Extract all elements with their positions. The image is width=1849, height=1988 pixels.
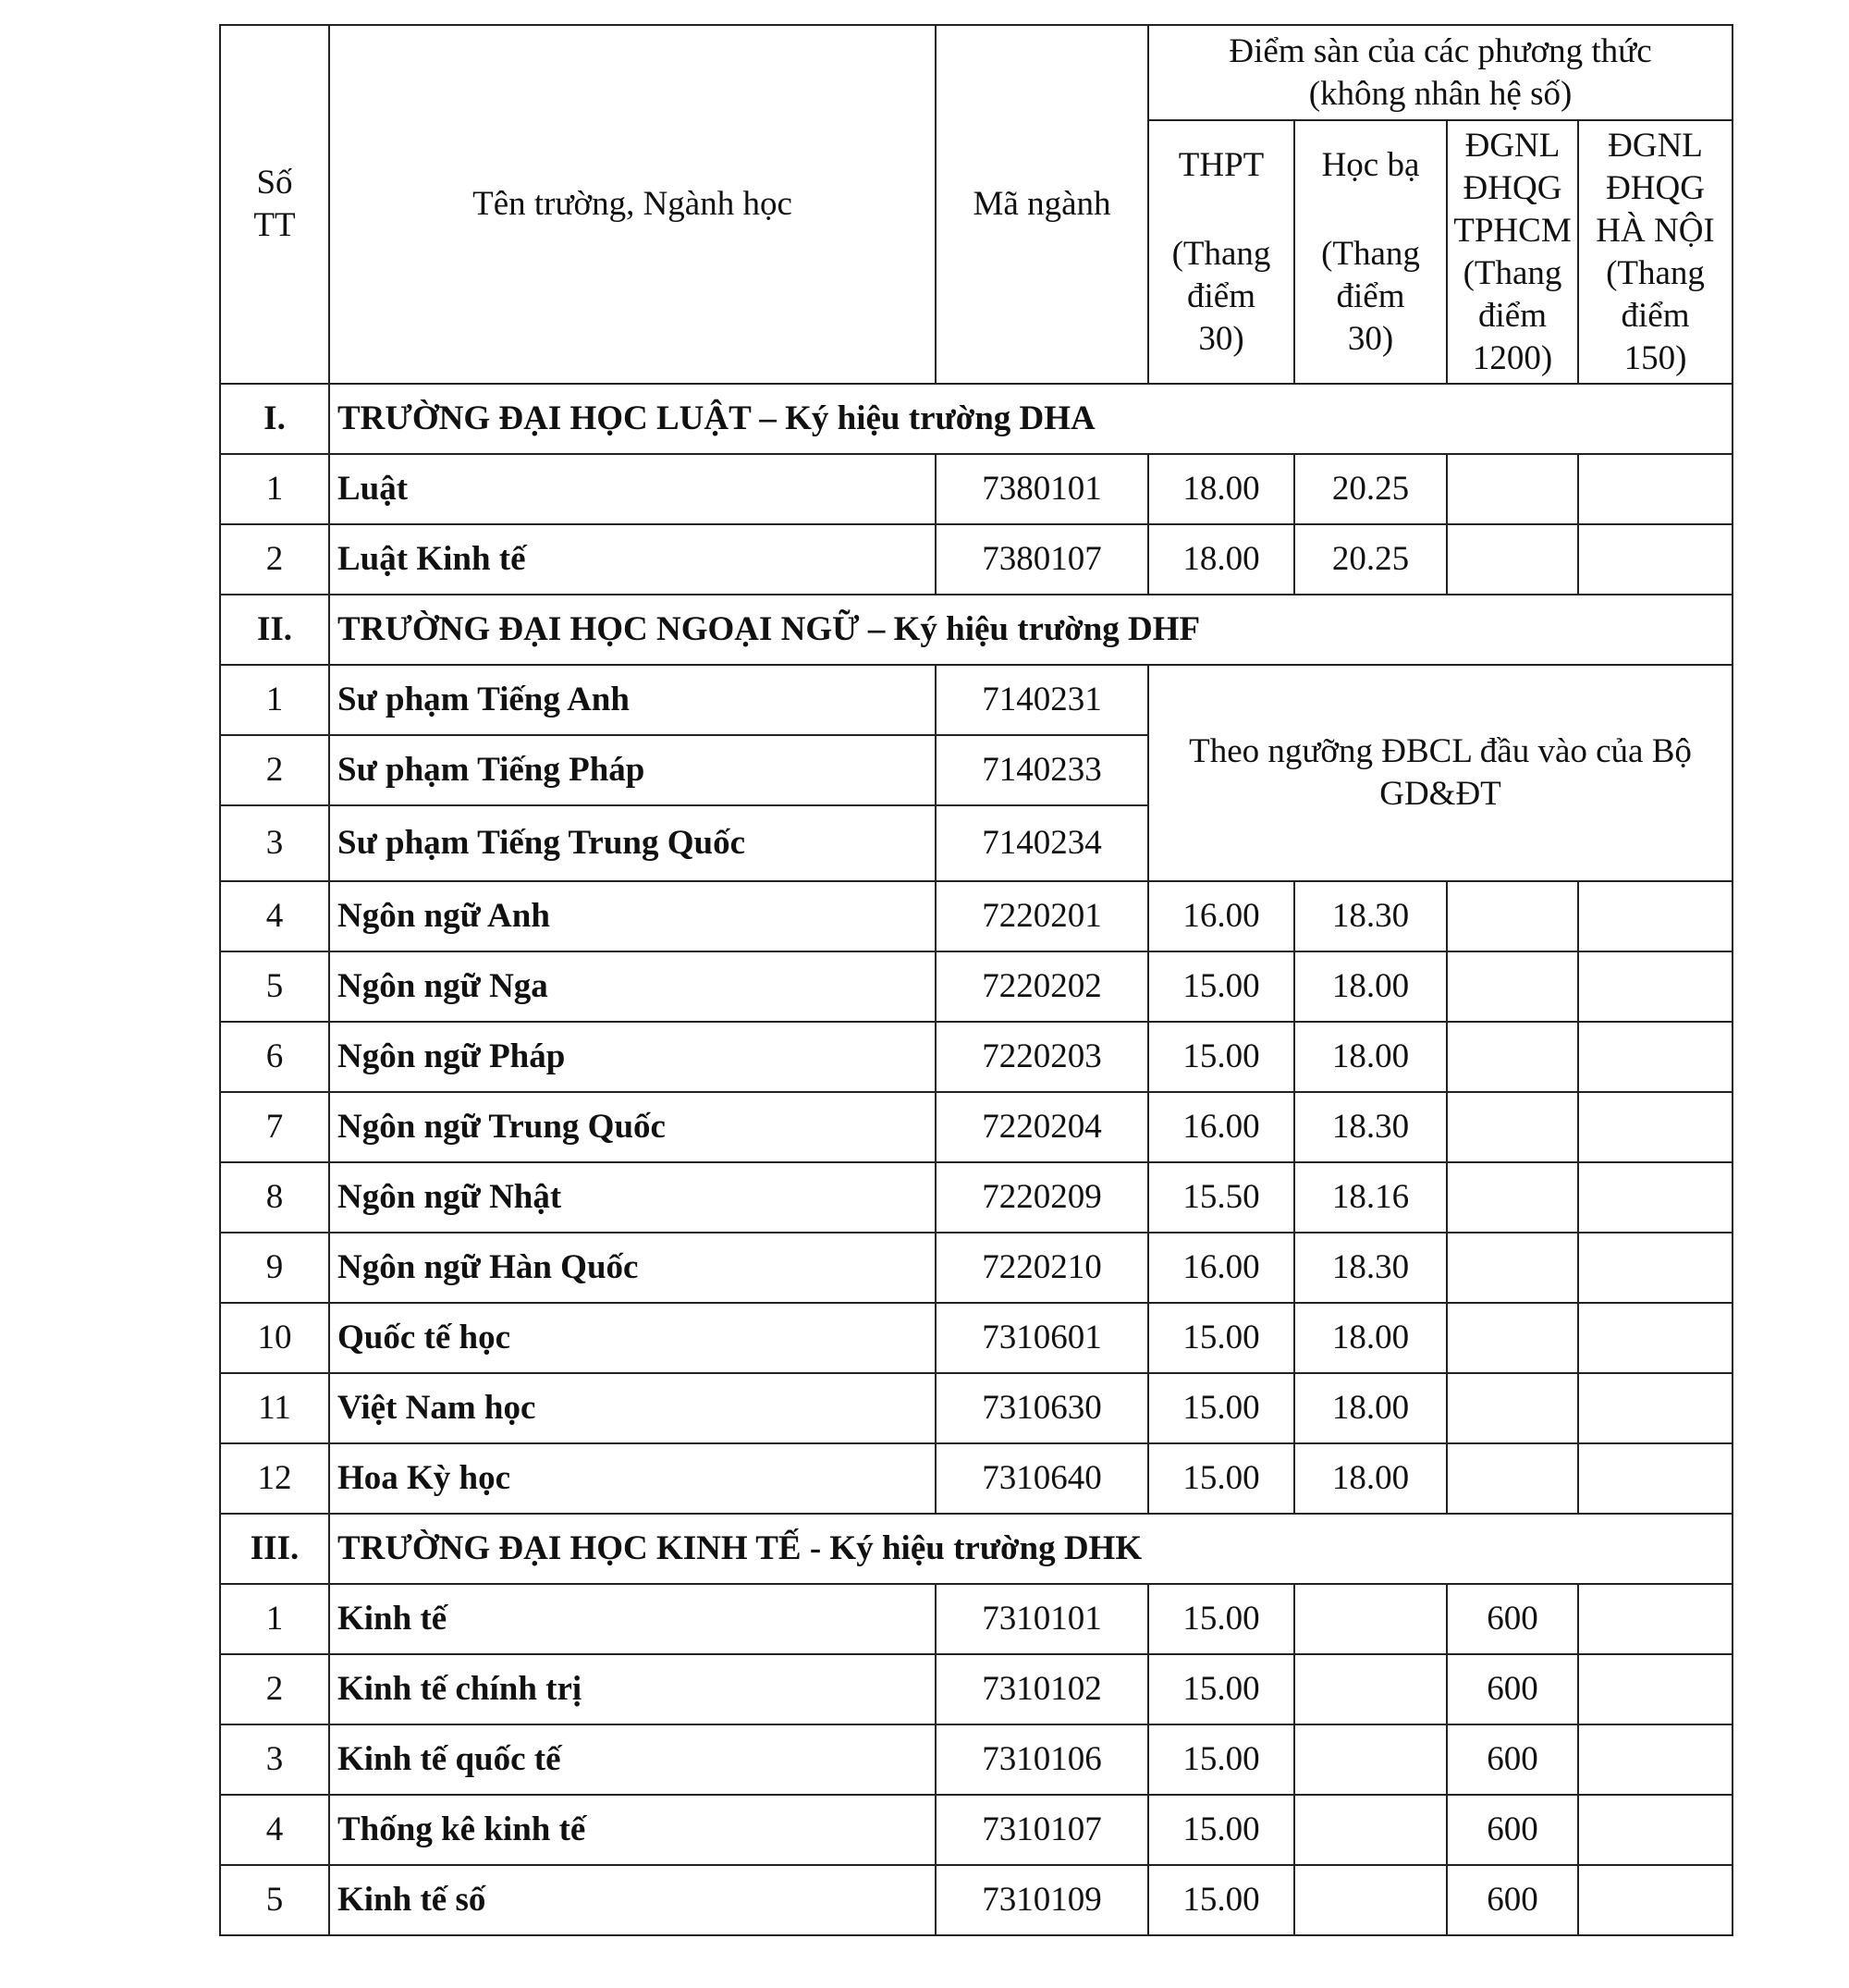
row-thpt: 15.00 <box>1148 1373 1294 1443</box>
method-title: ĐHQG <box>1463 168 1562 207</box>
section-title: TRƯỜNG ĐẠI HỌC LUẬT – Ký hiệu trường DHA <box>329 384 1733 454</box>
method-scale <box>1157 233 1286 361</box>
row-stt: 1 <box>220 454 329 524</box>
row-dgnl-hcm <box>1447 1233 1578 1303</box>
section-row <box>220 384 1733 454</box>
row-stt: 5 <box>220 1865 329 1935</box>
row-stt: 10 <box>220 1303 329 1373</box>
table-row <box>220 881 1733 951</box>
row-stt: 2 <box>220 735 329 805</box>
row-hocba <box>1294 1724 1447 1795</box>
header-stt-line-1: Số <box>256 164 293 202</box>
row-hocba: 20.25 <box>1294 524 1447 595</box>
table-row <box>220 1654 1733 1724</box>
row-thpt: 15.00 <box>1148 1724 1294 1795</box>
header-code: Mã ngành <box>936 25 1148 384</box>
row-dgnl-hn <box>1578 1654 1733 1724</box>
row-code: 7220209 <box>936 1162 1148 1233</box>
row-thpt: 15.00 <box>1148 1795 1294 1865</box>
row-stt: 4 <box>220 881 329 951</box>
row-name: Luật Kinh tế <box>329 524 936 595</box>
row-dgnl-hn <box>1578 1092 1733 1162</box>
header-method-thpt <box>1148 120 1294 384</box>
scale-line: điểm <box>1336 276 1405 315</box>
row-name: Thống kê kinh tế <box>329 1795 936 1865</box>
row-dgnl-hn <box>1578 1443 1733 1514</box>
row-stt: 7 <box>220 1092 329 1162</box>
scale-line: điểm <box>1187 276 1255 315</box>
header-name: Tên trường, Ngành học <box>329 25 936 384</box>
row-dgnl-hn <box>1578 1373 1733 1443</box>
row-thpt: 15.00 <box>1148 1303 1294 1373</box>
row-dgnl-hn <box>1578 1303 1733 1373</box>
section-number: II. <box>220 595 329 665</box>
row-dgnl-hn <box>1578 524 1733 595</box>
scale-line: (Thang <box>1171 234 1271 273</box>
row-dgnl-hn <box>1578 1584 1733 1654</box>
row-code: 7310601 <box>936 1303 1148 1373</box>
row-dgnl-hcm <box>1447 951 1578 1022</box>
scale-line: 30) <box>1347 319 1394 358</box>
row-stt: 3 <box>220 1724 329 1795</box>
row-dgnl-hcm: 600 <box>1447 1584 1578 1654</box>
scale-line: điểm <box>1621 296 1690 335</box>
scale-line: 1200) <box>1472 338 1553 377</box>
row-dgnl-hcm <box>1447 1443 1578 1514</box>
row-code: 7140231 <box>936 665 1148 735</box>
table-row <box>220 1795 1733 1865</box>
row-dgnl-hcm <box>1447 1373 1578 1443</box>
section-number: III. <box>220 1514 329 1584</box>
row-dgnl-hcm <box>1447 524 1578 595</box>
row-name: Sư phạm Tiếng Pháp <box>329 735 936 805</box>
method-title: TPHCM <box>1453 211 1572 250</box>
section-row <box>220 595 1733 665</box>
row-stt: 1 <box>220 1584 329 1654</box>
header-stt <box>220 25 329 384</box>
row-code: 7220202 <box>936 951 1148 1022</box>
header-row-top <box>220 25 1733 120</box>
table-row <box>220 665 1733 735</box>
row-dgnl-hcm: 600 <box>1447 1724 1578 1795</box>
row-dgnl-hcm <box>1447 1303 1578 1373</box>
header-method-dgnl-hcm <box>1447 120 1578 384</box>
row-name: Sư phạm Tiếng Trung Quốc <box>329 805 936 881</box>
row-stt: 5 <box>220 951 329 1022</box>
table-row <box>220 1233 1733 1303</box>
row-dgnl-hn <box>1578 1022 1733 1092</box>
scale-line: (Thang <box>1606 253 1705 292</box>
row-thpt: 16.00 <box>1148 1092 1294 1162</box>
header-stt-line-2: TT <box>253 206 296 244</box>
table-row <box>220 1865 1733 1935</box>
row-code: 7310101 <box>936 1584 1148 1654</box>
row-code: 7220204 <box>936 1092 1148 1162</box>
method-title: ĐGNL <box>1608 126 1703 165</box>
row-name: Hoa Kỳ học <box>329 1443 936 1514</box>
row-hocba: 18.30 <box>1294 1233 1447 1303</box>
row-hocba: 18.00 <box>1294 1303 1447 1373</box>
row-stt: 11 <box>220 1373 329 1443</box>
header-group-line-1: Điểm sàn của các phương thức <box>1229 31 1652 70</box>
row-code: 7140233 <box>936 735 1148 805</box>
row-dgnl-hn <box>1578 1865 1733 1935</box>
section-row <box>220 1514 1733 1584</box>
method-title: HÀ NỘI <box>1596 211 1715 250</box>
row-thpt: 18.00 <box>1148 454 1294 524</box>
section-title: TRƯỜNG ĐẠI HỌC KINH TẾ - Ký hiệu trường DHK <box>329 1514 1733 1584</box>
row-dgnl-hcm <box>1447 1162 1578 1233</box>
row-dgnl-hcm <box>1447 454 1578 524</box>
row-dgnl-hn <box>1578 1233 1733 1303</box>
row-dgnl-hn <box>1578 1795 1733 1865</box>
row-hocba: 18.00 <box>1294 951 1447 1022</box>
row-code: 7310106 <box>936 1724 1148 1795</box>
row-code: 7310109 <box>936 1865 1148 1935</box>
row-code: 7380101 <box>936 454 1148 524</box>
row-name: Ngôn ngữ Anh <box>329 881 936 951</box>
table-row <box>220 1584 1733 1654</box>
row-dgnl-hcm: 600 <box>1447 1795 1578 1865</box>
row-name: Ngôn ngữ Trung Quốc <box>329 1092 936 1162</box>
row-hocba: 18.00 <box>1294 1373 1447 1443</box>
row-thpt: 15.00 <box>1148 951 1294 1022</box>
table-body <box>220 384 1733 1935</box>
row-name: Ngôn ngữ Nhật <box>329 1162 936 1233</box>
row-code: 7220201 <box>936 881 1148 951</box>
row-hocba <box>1294 1584 1447 1654</box>
row-code: 7310102 <box>936 1654 1148 1724</box>
table-row <box>220 1373 1733 1443</box>
row-thpt: 16.00 <box>1148 881 1294 951</box>
section-title: TRƯỜNG ĐẠI HỌC NGOẠI NGỮ – Ký hiệu trường DHF <box>329 595 1733 665</box>
row-stt: 2 <box>220 524 329 595</box>
row-stt: 9 <box>220 1233 329 1303</box>
row-dgnl-hn <box>1578 1724 1733 1795</box>
row-thpt: 15.00 <box>1148 1584 1294 1654</box>
scale-line: 150) <box>1623 338 1687 377</box>
table-row <box>220 1092 1733 1162</box>
row-dgnl-hn <box>1578 454 1733 524</box>
row-name: Quốc tế học <box>329 1303 936 1373</box>
row-code: 7140234 <box>936 805 1148 881</box>
row-name: Sư phạm Tiếng Anh <box>329 665 936 735</box>
section-number: I. <box>220 384 329 454</box>
scale-line: (Thang <box>1321 234 1420 273</box>
row-dgnl-hcm <box>1447 881 1578 951</box>
row-name: Luật <box>329 454 936 524</box>
row-hocba: 18.30 <box>1294 1092 1447 1162</box>
row-thpt: 15.50 <box>1148 1162 1294 1233</box>
row-hocba: 18.16 <box>1294 1162 1447 1233</box>
merged-threshold-note: Theo ngưỡng ĐBCL đầu vào của Bộ GD&ĐT <box>1148 665 1733 881</box>
row-stt: 2 <box>220 1654 329 1724</box>
row-hocba: 20.25 <box>1294 454 1447 524</box>
row-dgnl-hn <box>1578 881 1733 951</box>
method-title: THPT <box>1178 145 1265 184</box>
row-dgnl-hn <box>1578 1162 1733 1233</box>
row-stt: 8 <box>220 1162 329 1233</box>
row-name: Ngôn ngữ Pháp <box>329 1022 936 1092</box>
row-stt: 3 <box>220 805 329 881</box>
row-hocba <box>1294 1654 1447 1724</box>
row-code: 7220210 <box>936 1233 1148 1303</box>
table-row <box>220 1162 1733 1233</box>
row-stt: 4 <box>220 1795 329 1865</box>
admission-score-table <box>219 24 1733 1936</box>
row-thpt: 16.00 <box>1148 1233 1294 1303</box>
row-thpt: 15.00 <box>1148 1022 1294 1092</box>
table-row <box>220 1303 1733 1373</box>
row-dgnl-hcm: 600 <box>1447 1654 1578 1724</box>
table-row <box>220 1443 1733 1514</box>
row-dgnl-hn <box>1578 951 1733 1022</box>
header-method-group <box>1148 25 1733 120</box>
row-code: 7380107 <box>936 524 1148 595</box>
row-stt: 6 <box>220 1022 329 1092</box>
row-name: Kinh tế số <box>329 1865 936 1935</box>
row-dgnl-hcm <box>1447 1022 1578 1092</box>
row-name: Kinh tế chính trị <box>329 1654 936 1724</box>
scale-line: điểm <box>1478 296 1547 335</box>
row-hocba: 18.00 <box>1294 1022 1447 1092</box>
row-name: Ngôn ngữ Hàn Quốc <box>329 1233 936 1303</box>
header-method-dgnl-hn <box>1578 120 1733 384</box>
row-name: Ngôn ngữ Nga <box>329 951 936 1022</box>
row-hocba: 18.00 <box>1294 1443 1447 1514</box>
header-method-hocba <box>1294 120 1447 384</box>
table-row <box>220 1724 1733 1795</box>
scale-line: (Thang <box>1463 253 1562 292</box>
row-stt: 1 <box>220 665 329 735</box>
row-dgnl-hcm: 600 <box>1447 1865 1578 1935</box>
method-title: ĐHQG <box>1606 168 1705 207</box>
table-row <box>220 454 1733 524</box>
header-group-line-2: (không nhân hệ số) <box>1308 74 1573 113</box>
row-code: 7310107 <box>936 1795 1148 1865</box>
row-code: 7310640 <box>936 1443 1148 1514</box>
row-code: 7220203 <box>936 1022 1148 1092</box>
row-hocba <box>1294 1795 1447 1865</box>
row-name: Kinh tế quốc tế <box>329 1724 936 1795</box>
table-row <box>220 1022 1733 1092</box>
row-thpt: 15.00 <box>1148 1654 1294 1724</box>
row-hocba: 18.30 <box>1294 881 1447 951</box>
row-stt: 12 <box>220 1443 329 1514</box>
method-title: ĐGNL <box>1464 126 1561 165</box>
table-row <box>220 951 1733 1022</box>
row-hocba <box>1294 1865 1447 1935</box>
method-title: Học bạ <box>1321 145 1420 184</box>
row-thpt: 18.00 <box>1148 524 1294 595</box>
row-name: Việt Nam học <box>329 1373 936 1443</box>
row-thpt: 15.00 <box>1148 1443 1294 1514</box>
row-code: 7310630 <box>936 1373 1148 1443</box>
row-thpt: 15.00 <box>1148 1865 1294 1935</box>
row-dgnl-hcm <box>1447 1092 1578 1162</box>
table-row <box>220 524 1733 595</box>
scale-line: 30) <box>1198 319 1244 358</box>
method-scale <box>1303 233 1439 361</box>
row-name: Kinh tế <box>329 1584 936 1654</box>
